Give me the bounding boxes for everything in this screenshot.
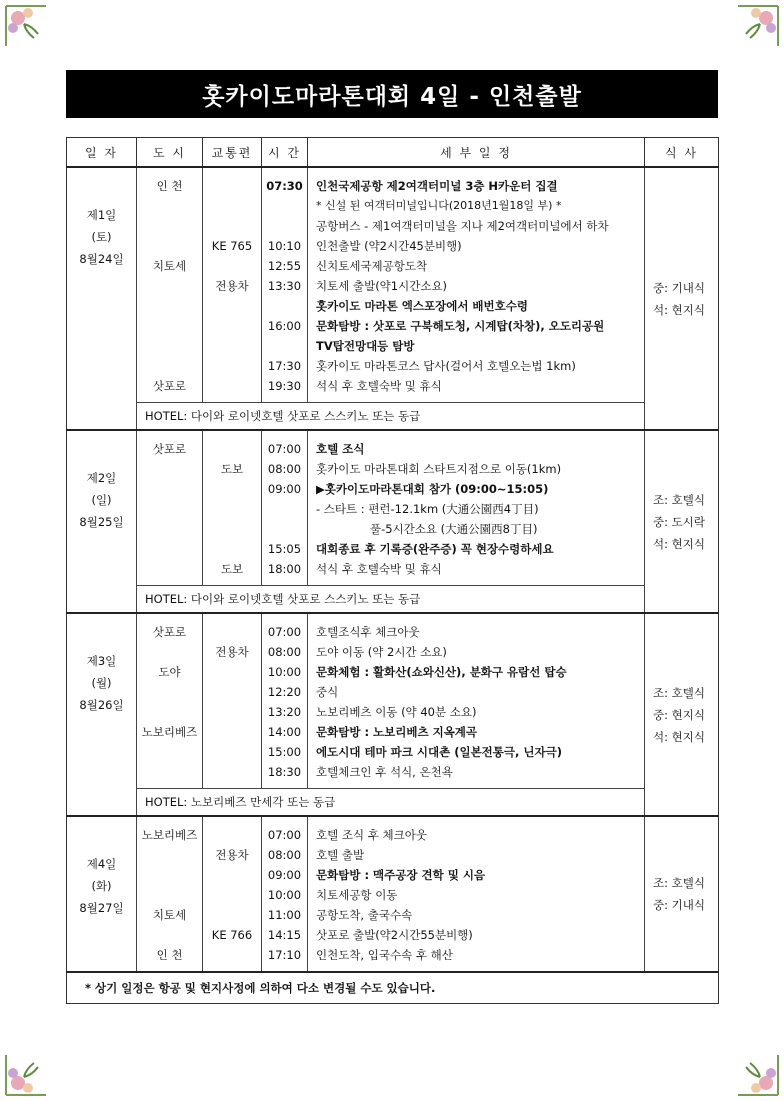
time-column [262, 613, 308, 789]
detail-text: * 신설 된 여객터미널입니다(2018년1월18일 부) * [316, 199, 562, 212]
table-header-row [67, 138, 719, 168]
transport-text [203, 945, 261, 965]
flower-corner-icon [4, 4, 48, 48]
time-text: 19:30 [267, 379, 302, 393]
transport-text [203, 762, 261, 782]
time-text: 13:20 [267, 705, 302, 719]
detail-text: 홋카이도 마라톤코스 답사(걸어서 호텔오는법 1km) [316, 359, 576, 373]
time-column [262, 167, 308, 403]
time-text: 08:00 [267, 848, 302, 862]
day-d1-text: 제3일 [86, 654, 117, 668]
meal-cell [645, 816, 719, 972]
transport-text [203, 742, 261, 762]
city-text [137, 196, 202, 216]
time-text: 08:00 [267, 645, 302, 659]
transport-column [203, 613, 262, 789]
detail-column [308, 613, 645, 789]
transport-text [203, 702, 261, 722]
time-text: 14:15 [267, 928, 302, 942]
page-title: 홋카이도마라톤대회 4일 - 인천출발 [66, 70, 718, 118]
detail-column [308, 430, 645, 586]
time-text: 07:00 [267, 625, 302, 639]
transport-text [203, 316, 261, 336]
flower-corner-icon [736, 4, 780, 48]
meal-cell [645, 430, 719, 613]
meal-item: 중: 기내식 [653, 281, 705, 295]
transport-text [203, 479, 261, 499]
day-label [67, 168, 136, 270]
city-text [137, 356, 202, 376]
transport-column [203, 816, 262, 972]
meal-item: 석: 현지식 [653, 730, 705, 744]
detail-text: 신치토세국제공항도착 [316, 259, 428, 273]
meal-item: 석: 현지식 [653, 537, 705, 551]
day-label [67, 614, 136, 716]
day-label [67, 817, 136, 919]
hotel-row [67, 586, 719, 614]
time-text: 10:00 [267, 665, 302, 679]
time-text: 09:00 [267, 868, 302, 882]
transport-text [203, 662, 261, 682]
detail-text: 대회종료 후 기록증(완주증) 꼭 현장수령하세요 [316, 542, 554, 556]
day-4-row [67, 816, 719, 972]
transport-text [203, 196, 261, 216]
city-text [137, 459, 202, 479]
city-column [137, 167, 203, 403]
city-text [137, 865, 202, 885]
time-text [262, 519, 307, 539]
meal-list [645, 817, 718, 916]
hotel-row [67, 789, 719, 817]
time-text: 07:00 [267, 828, 302, 842]
time-text: 15:00 [267, 745, 302, 759]
day-cell [67, 816, 137, 972]
detail-text: 치토세 출발(약1시간소요) [316, 279, 448, 293]
detail-text: TV탑전망대등 탐방 [316, 339, 415, 353]
transport-text [203, 825, 261, 845]
hotel-info: HOTEL: 다이와 로이넷호텔 삿포로 스스키노 또는 동급 [137, 586, 645, 614]
day-label [67, 431, 136, 533]
detail-text: 문화탐방 : 노보리베츠 지옥계곡 [316, 725, 478, 739]
detail-text: 홋카이도 마라톤대회 스타트지점으로 이동(1km) [316, 462, 562, 476]
time-text: 10:10 [267, 239, 302, 253]
day-d3-text: 8월25일 [79, 515, 124, 529]
city-column [137, 613, 203, 789]
city-text: 치토세 [152, 908, 187, 922]
transport-text [203, 499, 261, 519]
detail-text: ▶홋카이도마라톤대회 참가 (09:00~15:05) [316, 482, 549, 496]
time-text: 09:00 [267, 482, 302, 496]
transport-text [203, 722, 261, 742]
meal-item: 조: 호텔식 [653, 493, 705, 507]
city-text [137, 236, 202, 256]
time-text: 14:00 [267, 725, 302, 739]
meal-list [645, 614, 718, 748]
day-d1-text: 제4일 [86, 857, 117, 871]
city-text [137, 336, 202, 356]
detail-text: 중식 [316, 685, 339, 699]
city-text: 삿포로 [152, 442, 187, 456]
city-text: 삿포로 [152, 379, 187, 393]
detail-text: 문화탐방 : 삿포로 구북해도청, 시계탑(차창), 오도리공원 [316, 319, 605, 333]
city-column [137, 816, 203, 972]
header-city: 도 시 [137, 138, 203, 168]
transport-text [203, 256, 261, 276]
transport-text [203, 439, 261, 459]
time-text: 12:20 [267, 685, 302, 699]
detail-text: 호텔 조식 [316, 442, 365, 456]
meal-item: 석: 현지식 [653, 303, 705, 317]
day-d2-text: (화) [91, 879, 112, 893]
time-text: 13:30 [267, 279, 302, 293]
detail-text: 호텔체크인 후 석식, 온천욕 [316, 765, 453, 779]
city-text [137, 925, 202, 945]
city-text [137, 479, 202, 499]
day-d3-text: 8월26일 [79, 698, 124, 712]
city-text [137, 216, 202, 236]
hotel-row [67, 403, 719, 431]
transport-text: 전용차 [215, 848, 249, 862]
day-d2-text: (일) [91, 493, 112, 507]
detail-text: 에도시대 테마 파크 시대촌 (일본전통극, 닌자극) [316, 745, 562, 759]
itinerary-table [66, 137, 719, 1004]
hotel-info: HOTEL: 노보리베즈 만세각 또는 동급 [137, 789, 645, 817]
detail-text: 공항도착, 출국수속 [316, 908, 413, 922]
meal-item: 중: 기내식 [653, 898, 705, 912]
transport-text [203, 376, 261, 396]
meal-list [645, 431, 718, 555]
detail-text: 석식 후 호텔숙박 및 휴식 [316, 379, 442, 393]
time-text: 18:00 [267, 562, 302, 576]
time-text [262, 336, 307, 356]
time-text: 18:30 [267, 765, 302, 779]
city-text [137, 316, 202, 336]
day-d3-text: 8월27일 [79, 901, 124, 915]
time-text: 17:10 [267, 948, 302, 962]
time-text: 07:00 [267, 442, 302, 456]
city-text: 인 천 [156, 948, 183, 962]
time-text [262, 296, 307, 316]
detail-text: 호텔조식후 체크아웃 [316, 625, 420, 639]
meal-list [645, 168, 718, 321]
time-text: 16:00 [267, 319, 302, 333]
detail-column [308, 167, 645, 403]
meal-item: 중: 현지식 [653, 708, 705, 722]
note-text: * 상기 일정은 항공 및 현지사정에 의하여 다소 변경될 수도 있습니다. [67, 972, 719, 1004]
transport-text [203, 356, 261, 376]
city-text: 노보리베즈 [141, 828, 198, 842]
detail-text: 인천출발 (약2시간45분비행) [316, 239, 462, 253]
day-d1-text: 제2일 [86, 471, 117, 485]
transport-text [203, 905, 261, 925]
detail-text: 홋카이도 마라톤 엑스포장에서 배번호수령 [316, 299, 528, 313]
transport-text: 전용차 [215, 645, 249, 659]
transport-text [203, 176, 261, 196]
detail-text: 문화체험 : 활화산(쇼와신산), 분화구 유람선 탑승 [316, 665, 567, 679]
city-text [137, 642, 202, 662]
detail-text: - 스타트 : 편런-12.1km (大通公園西4丁目) [316, 502, 539, 516]
header-transport: 교통편 [203, 138, 262, 168]
transport-column [203, 167, 262, 403]
city-text [137, 539, 202, 559]
city-text [137, 519, 202, 539]
transport-text [203, 519, 261, 539]
day-d2-text: (월) [91, 676, 112, 690]
time-text: 10:00 [267, 888, 302, 902]
transport-text [203, 336, 261, 356]
detail-text: 호텔 조식 후 체크아웃 [316, 828, 427, 842]
header-detail: 세 부 일 정 [308, 138, 645, 168]
city-column [137, 430, 203, 586]
meal-item: 조: 호텔식 [653, 876, 705, 890]
time-text [262, 499, 307, 519]
header-time: 시 간 [262, 138, 308, 168]
transport-text [203, 622, 261, 642]
transport-text: 도보 [220, 462, 244, 476]
city-text: 치토세 [152, 259, 187, 273]
time-text [262, 216, 307, 236]
city-text: 노보리베즈 [141, 725, 198, 739]
note-row [67, 972, 719, 1004]
city-text: 인 천 [156, 179, 183, 193]
detail-column [308, 816, 645, 972]
day-d1-text: 제1일 [86, 208, 117, 222]
detail-text: 문화탐방 : 맥주공장 견학 및 시음 [316, 868, 486, 882]
city-text [137, 702, 202, 722]
time-text: 08:00 [267, 462, 302, 476]
flower-corner-icon [4, 1053, 48, 1097]
header-meal: 식 사 [645, 138, 719, 168]
transport-text [203, 539, 261, 559]
transport-text [203, 296, 261, 316]
time-column [262, 430, 308, 586]
city-text [137, 762, 202, 782]
meal-item: 중: 도시락 [653, 515, 705, 529]
transport-text: KE 765 [211, 239, 253, 253]
city-text [137, 885, 202, 905]
time-text: 11:00 [267, 908, 302, 922]
detail-text: 도야 이동 (약 2시간 소요) [316, 645, 447, 659]
flower-corner-icon [736, 1053, 780, 1097]
transport-text: KE 766 [211, 928, 253, 942]
city-text [137, 742, 202, 762]
day-3-row [67, 613, 719, 789]
day-cell [67, 613, 137, 816]
day-cell [67, 430, 137, 613]
city-text [137, 682, 202, 702]
day-d3-text: 8월24일 [79, 252, 124, 266]
meal-cell [645, 167, 719, 430]
time-text [262, 196, 307, 216]
detail-text: 호텔 출발 [316, 848, 365, 862]
time-text: 15:05 [267, 542, 302, 556]
time-text: 17:30 [267, 359, 302, 373]
transport-text: 전용차 [215, 279, 249, 293]
transport-text [203, 885, 261, 905]
city-text [137, 559, 202, 579]
time-text: 07:30 [266, 179, 303, 193]
city-text: 도야 [158, 665, 181, 679]
transport-text [203, 682, 261, 702]
city-text [137, 276, 202, 296]
day-2-row [67, 430, 719, 586]
city-text: 삿포로 [152, 625, 187, 639]
detail-text: 노보리베츠 이동 (약 40분 소요) [316, 705, 477, 719]
city-text [137, 296, 202, 316]
city-text [137, 499, 202, 519]
day-1-row [67, 167, 719, 403]
detail-text: 공항버스 - 제1여객터미널을 지나 제2여객터미널에서 하차 [316, 219, 609, 233]
transport-text [203, 865, 261, 885]
meal-item: 조: 호텔식 [653, 686, 705, 700]
day-cell [67, 167, 137, 430]
time-text: 12:55 [267, 259, 302, 273]
city-text [137, 845, 202, 865]
meal-cell [645, 613, 719, 816]
detail-text: 석식 후 호텔숙박 및 휴식 [316, 562, 442, 576]
transport-text: 도보 [220, 562, 244, 576]
transport-column [203, 430, 262, 586]
header-day: 일 자 [67, 138, 137, 168]
detail-text: 인천도착, 입국수속 후 해산 [316, 948, 453, 962]
hotel-info: HOTEL: 다이와 로이넷호텔 삿포로 스스키노 또는 동급 [137, 403, 645, 431]
detail-text: 삿포로 출발(약2시간55분비행) [316, 928, 473, 942]
detail-text: 풀-5시간소요 (大通公園西8丁目) [370, 522, 538, 536]
day-d2-text: (토) [91, 230, 112, 244]
time-column [262, 816, 308, 972]
transport-text [203, 216, 261, 236]
detail-text: 인천국제공항 제2여객터미널 3층 H카운터 집결 [316, 179, 558, 193]
detail-text: 치토세공항 이동 [316, 888, 398, 902]
